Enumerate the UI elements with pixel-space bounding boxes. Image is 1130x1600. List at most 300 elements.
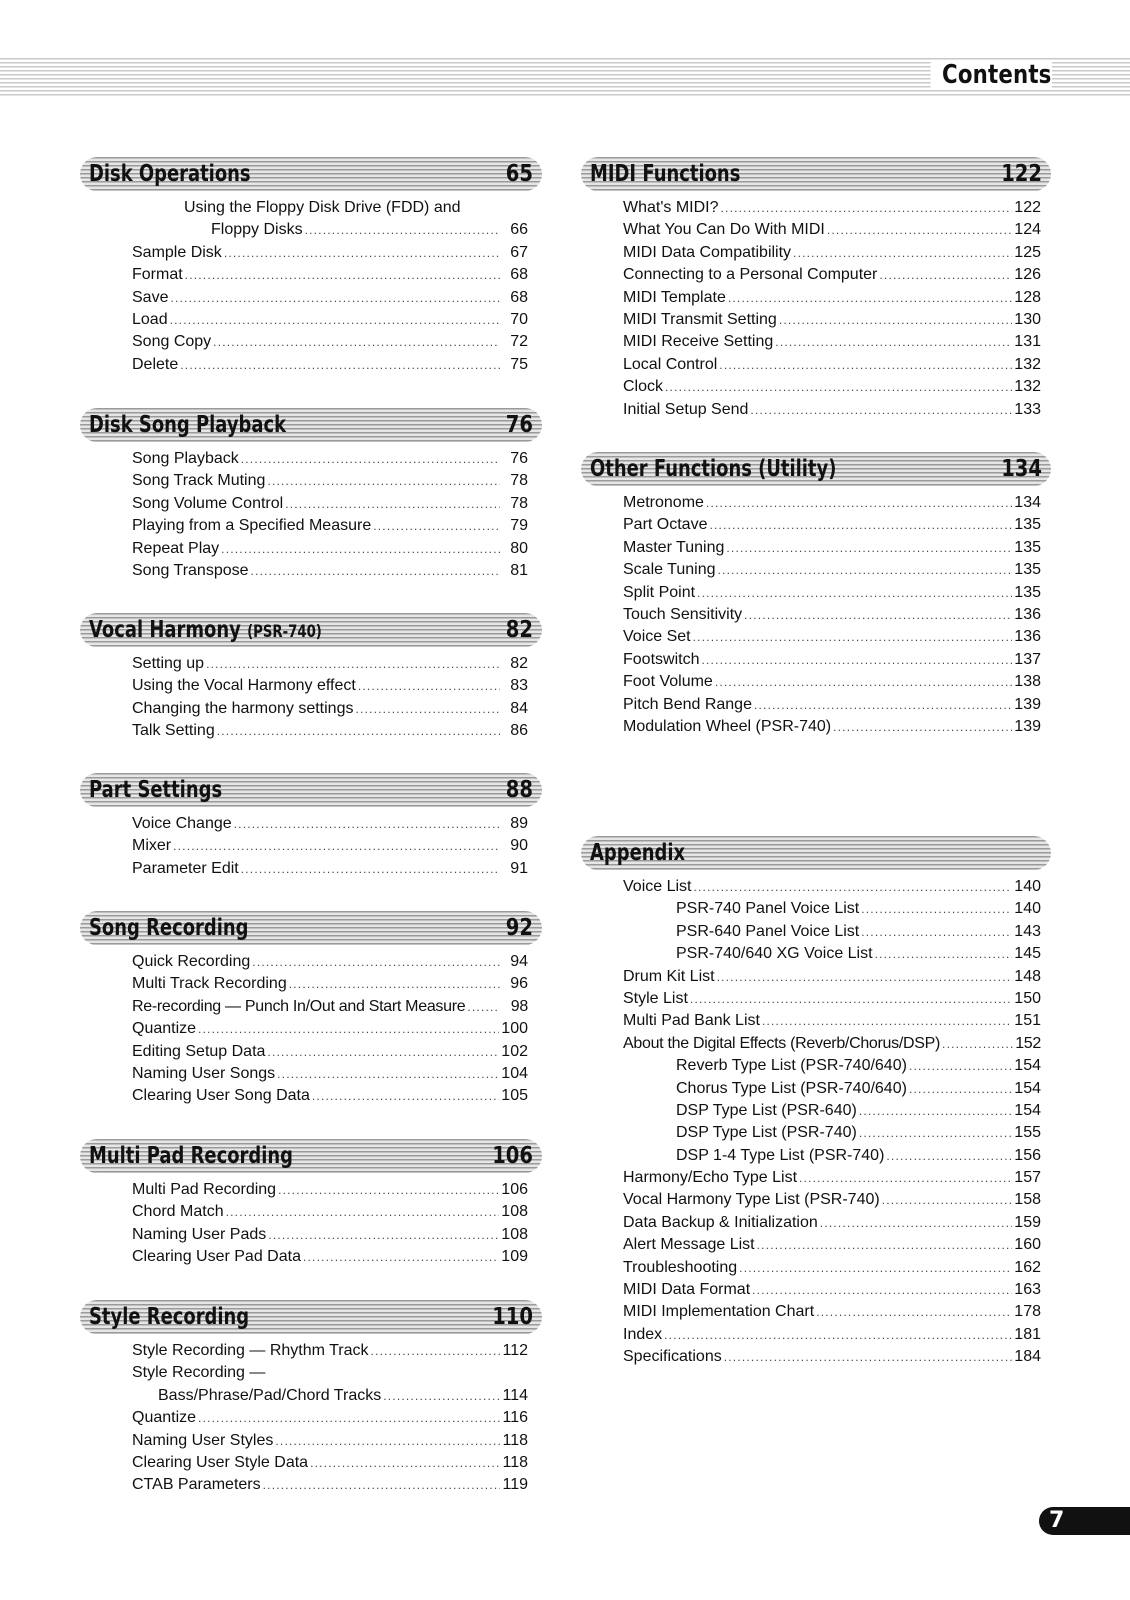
entry-label: Save xyxy=(132,288,169,306)
leader-dots xyxy=(312,1085,499,1107)
section-title: Disk Song Playback xyxy=(89,412,287,438)
section-header xyxy=(80,1139,542,1173)
leader-dots xyxy=(267,1041,499,1063)
entry-page: 72 xyxy=(510,333,528,351)
entry-page: 86 xyxy=(510,722,528,740)
section-title: Song Recording xyxy=(89,915,249,941)
leader-dots xyxy=(305,219,500,241)
toc-entry[interactable] xyxy=(80,813,542,835)
toc-entry[interactable] xyxy=(80,1018,542,1040)
leader-dots xyxy=(717,966,1013,988)
entry-label: Changing the harmony settings xyxy=(132,699,354,717)
entry-label: Drum Kit List xyxy=(623,967,715,985)
entry-page: 128 xyxy=(1014,288,1041,306)
toc-entry[interactable] xyxy=(80,1063,542,1085)
toc-entry[interactable] xyxy=(581,376,1051,398)
toc-entry[interactable] xyxy=(581,694,1051,716)
leader-dots xyxy=(875,943,1013,965)
toc-entry[interactable] xyxy=(80,1385,542,1407)
toc-entry[interactable] xyxy=(80,653,542,675)
section-header xyxy=(80,613,542,647)
entry-label: Alert Message List xyxy=(623,1236,755,1254)
section-multi-pad-recording xyxy=(80,1139,542,1269)
entry-list xyxy=(581,876,1051,1369)
toc-entry[interactable] xyxy=(80,493,542,515)
entry-page: 108 xyxy=(501,1225,528,1243)
leader-dots xyxy=(358,675,500,697)
entry-page: 81 xyxy=(510,561,528,579)
toc-entry[interactable] xyxy=(581,876,1051,898)
toc-entry[interactable] xyxy=(80,720,542,742)
entry-page: 104 xyxy=(501,1064,528,1082)
toc-entry[interactable] xyxy=(80,835,542,857)
leader-dots xyxy=(816,1301,1012,1323)
toc-entry[interactable] xyxy=(581,671,1051,693)
entry-page: 124 xyxy=(1014,221,1041,239)
entry-page: 151 xyxy=(1014,1012,1041,1030)
entry-label: Voice Set xyxy=(623,628,691,646)
entry-page: 108 xyxy=(501,1203,528,1221)
page-number-tab: 7 xyxy=(1039,1507,1130,1535)
toc-entry[interactable] xyxy=(80,515,542,537)
section-part-settings xyxy=(80,773,542,880)
toc-entry[interactable] xyxy=(581,1055,1051,1077)
entry-label: Song Volume Control xyxy=(132,494,284,512)
toc-entry[interactable] xyxy=(80,1041,542,1063)
entry-page: 118 xyxy=(502,1431,528,1449)
entry-page: 152 xyxy=(1015,1034,1041,1052)
leader-dots xyxy=(252,951,500,973)
toc-entry[interactable] xyxy=(581,537,1051,559)
leader-dots xyxy=(303,1246,499,1268)
entry-page: 159 xyxy=(1014,1213,1041,1231)
entry-label: Index xyxy=(623,1325,663,1343)
entry-label: Vocal Harmony Type List (PSR-740) xyxy=(623,1191,880,1209)
entry-page: 163 xyxy=(1014,1281,1041,1299)
toc-entry[interactable] xyxy=(581,988,1051,1010)
entry-label: Voice Change xyxy=(132,815,232,832)
leader-dots xyxy=(775,331,1012,353)
toc-entry[interactable] xyxy=(80,1179,542,1201)
entry-page: 154 xyxy=(1014,1079,1041,1097)
entry-list xyxy=(80,197,542,376)
toc-entry[interactable] xyxy=(581,197,1051,219)
toc-entry[interactable] xyxy=(80,973,542,995)
entry-label: Parameter Edit xyxy=(132,859,239,877)
section-vocal-harmony xyxy=(80,613,542,743)
entry-page: 100 xyxy=(501,1020,528,1038)
toc-entry[interactable] xyxy=(581,1145,1051,1167)
entry-page: 137 xyxy=(1014,650,1041,668)
leader-dots xyxy=(275,1430,500,1452)
leader-dots xyxy=(718,559,1013,581)
entry-label: Initial Setup Send xyxy=(623,400,749,418)
entry-label: MIDI Data Compatibility xyxy=(623,243,792,261)
leader-dots xyxy=(289,973,500,995)
toc-entry[interactable] xyxy=(581,1234,1051,1256)
toc-entry[interactable] xyxy=(80,470,542,492)
entry-page: 98 xyxy=(510,997,528,1015)
entry-page: 139 xyxy=(1014,717,1041,735)
section-title: MIDI Functions xyxy=(590,161,741,187)
entry-list xyxy=(80,653,542,743)
section-header xyxy=(581,452,1051,486)
leader-dots xyxy=(206,653,500,675)
entry-page: 132 xyxy=(1014,355,1041,373)
entry-page: 118 xyxy=(502,1453,528,1471)
entry-label: Sample Disk xyxy=(132,243,222,261)
entry-page: 136 xyxy=(1014,605,1041,623)
toc-entry[interactable] xyxy=(581,492,1051,514)
toc-entry[interactable] xyxy=(581,264,1051,286)
entry-label: MIDI Template xyxy=(623,288,726,306)
entry-page: 130 xyxy=(1014,310,1041,328)
entry-page: 114 xyxy=(502,1386,528,1404)
entry-label: Metronome xyxy=(623,494,704,511)
toc-entry[interactable] xyxy=(581,1279,1051,1301)
toc-entry[interactable] xyxy=(80,1452,542,1474)
toc-entry[interactable] xyxy=(581,219,1051,241)
section-page: 65 xyxy=(505,161,533,187)
toc-entry[interactable] xyxy=(80,1224,542,1246)
toc-entry[interactable] xyxy=(581,1346,1051,1368)
toc-entry[interactable] xyxy=(80,538,542,560)
toc-entry[interactable] xyxy=(581,1257,1051,1279)
leader-dots xyxy=(690,988,1012,1010)
entry-label: Naming User Pads xyxy=(132,1225,267,1243)
toc-entry[interactable] xyxy=(80,242,542,264)
entry-page: 156 xyxy=(1014,1146,1041,1164)
entry-label: Local Control xyxy=(623,355,718,373)
entry-page: 66 xyxy=(510,221,528,239)
toc-entry[interactable] xyxy=(581,287,1051,309)
entry-label: Master Tuning xyxy=(623,538,725,556)
leader-dots xyxy=(909,1055,1012,1077)
leader-dots xyxy=(793,242,1012,264)
leader-dots xyxy=(728,287,1012,309)
toc-entry[interactable] xyxy=(80,1201,542,1223)
toc-entry[interactable] xyxy=(581,354,1051,376)
section-header xyxy=(581,157,1051,191)
toc-entry[interactable] xyxy=(581,242,1051,264)
leader-dots xyxy=(310,1452,500,1474)
leader-dots xyxy=(198,1407,500,1429)
toc-entry[interactable] xyxy=(80,264,542,286)
entry-label: MIDI Data Format xyxy=(623,1281,751,1299)
entry-label: PSR-740/640 XG Voice List xyxy=(676,945,873,963)
toc-entry[interactable] xyxy=(80,1474,542,1496)
entry-page: 154 xyxy=(1014,1101,1041,1119)
entry-label: Touch Sensitivity xyxy=(623,605,743,623)
page-title: Contents xyxy=(931,60,1052,90)
entry-label: Editing Setup Data xyxy=(132,1042,266,1060)
entry-page: 116 xyxy=(502,1409,528,1427)
entry-page: 160 xyxy=(1014,1236,1041,1254)
toc-entry[interactable] xyxy=(581,649,1051,671)
toc-entry[interactable] xyxy=(80,1407,542,1429)
entry-page: 143 xyxy=(1014,922,1041,940)
entry-page: 75 xyxy=(510,355,528,373)
leader-dots xyxy=(221,538,500,560)
leader-dots xyxy=(693,626,1013,648)
toc-entry[interactable] xyxy=(581,604,1051,626)
leader-dots xyxy=(799,1167,1012,1189)
entry-page: 102 xyxy=(501,1042,528,1060)
entry-page: 135 xyxy=(1014,516,1041,534)
entry-page: 96 xyxy=(510,975,528,993)
toc-entry[interactable] xyxy=(80,1430,542,1452)
toc-entry[interactable] xyxy=(581,309,1051,331)
toc-entry[interactable] xyxy=(581,1078,1051,1100)
entry-page: 126 xyxy=(1014,266,1041,284)
leader-dots xyxy=(383,1385,500,1407)
section-header xyxy=(80,408,542,442)
leader-dots xyxy=(226,1201,500,1223)
entry-label: Clock xyxy=(623,378,664,396)
leader-dots xyxy=(709,514,1012,536)
leader-dots xyxy=(467,996,500,1018)
toc-entry[interactable] xyxy=(581,716,1051,738)
toc-entry[interactable] xyxy=(581,1212,1051,1234)
entry-list xyxy=(80,1340,542,1497)
entry-label: Naming User Styles xyxy=(132,1431,274,1449)
entry-label: MIDI Implementation Chart xyxy=(623,1303,815,1321)
entry-label: MIDI Transmit Setting xyxy=(623,310,777,328)
toc-entry[interactable] xyxy=(581,1100,1051,1122)
entry-label: Load xyxy=(132,310,168,328)
section-page: 92 xyxy=(505,915,533,941)
entry-label: Foot Volume xyxy=(623,673,713,691)
entry-label: Mixer xyxy=(132,837,172,855)
leader-dots xyxy=(706,492,1012,514)
leader-dots xyxy=(371,1340,500,1362)
leader-dots xyxy=(757,1234,1013,1256)
entry-label: Specifications xyxy=(623,1348,722,1366)
leader-dots xyxy=(859,1122,1012,1144)
section-page: 106 xyxy=(492,1143,533,1169)
entry-page: 181 xyxy=(1014,1325,1041,1343)
toc-entry[interactable] xyxy=(581,1301,1051,1323)
section-header xyxy=(80,911,542,945)
entry-label: Chorus Type List (PSR-740/640) xyxy=(676,1079,907,1097)
section-header xyxy=(80,157,542,191)
entry-label: Song Track Muting xyxy=(132,472,266,490)
leader-dots xyxy=(241,448,500,470)
leader-dots xyxy=(721,197,1013,219)
leader-dots xyxy=(861,921,1012,943)
leader-dots xyxy=(355,698,500,720)
toc-entry[interactable] xyxy=(80,219,542,241)
entry-label: Data Backup & Initialization xyxy=(623,1213,818,1231)
toc-entry[interactable] xyxy=(581,514,1051,536)
entry-intro-line: Using the Floppy Disk Drive (FDD) and xyxy=(184,199,461,216)
entry-label: Playing from a Specified Measure xyxy=(132,517,372,535)
leader-dots xyxy=(879,264,1012,286)
leader-dots xyxy=(861,898,1012,920)
entry-page: 119 xyxy=(502,1476,528,1494)
section-title xyxy=(89,616,322,646)
section-title: Part Settings xyxy=(89,777,223,803)
leader-dots xyxy=(665,376,1012,398)
toc-entry[interactable] xyxy=(80,560,542,582)
entry-list xyxy=(80,448,542,582)
leader-dots xyxy=(277,1063,499,1085)
entry-label: What You Can Do With MIDI xyxy=(623,221,825,239)
entry-label: Harmony/Echo Type List xyxy=(623,1169,798,1187)
entry-page: 68 xyxy=(510,266,528,284)
entry-label: Clearing User Pad Data xyxy=(132,1248,301,1266)
leader-dots xyxy=(217,720,500,742)
entry-list xyxy=(581,197,1051,421)
entry-label: Part Octave xyxy=(623,516,708,534)
entry-page: 105 xyxy=(501,1087,528,1105)
toc-entry[interactable] xyxy=(80,1340,542,1362)
entry-page: 145 xyxy=(1014,945,1041,963)
leader-dots xyxy=(267,470,500,492)
toc-entry[interactable] xyxy=(80,448,542,470)
toc-entry[interactable] xyxy=(80,858,542,880)
section-title: Appendix xyxy=(590,840,686,866)
entry-page: 135 xyxy=(1014,538,1041,556)
toc-entry[interactable] xyxy=(581,1033,1051,1055)
section-header xyxy=(80,1300,542,1334)
leader-dots xyxy=(820,1212,1013,1234)
section-page: 88 xyxy=(505,777,533,803)
leader-dots xyxy=(263,1474,500,1496)
leader-dots xyxy=(285,493,500,515)
leader-dots xyxy=(724,1346,1013,1368)
entry-page: 109 xyxy=(501,1248,528,1266)
entry-page: 80 xyxy=(510,539,528,557)
toc-entry[interactable] xyxy=(80,1085,542,1107)
leader-dots xyxy=(185,264,500,286)
section-title: Style Recording xyxy=(89,1304,250,1330)
entry-page: 154 xyxy=(1014,1057,1041,1075)
leader-dots xyxy=(739,1257,1012,1279)
entry-page: 162 xyxy=(1014,1258,1041,1276)
leader-dots xyxy=(726,537,1012,559)
entry-page: 155 xyxy=(1014,1124,1041,1142)
entry-list xyxy=(80,951,542,1108)
entry-label: Style List xyxy=(623,989,688,1007)
entry-page: 136 xyxy=(1014,628,1041,646)
entry-label: Modulation Wheel (PSR-740) xyxy=(623,717,832,735)
entry-label: Reverb Type List (PSR-740/640) xyxy=(676,1057,907,1075)
entry-label: Format xyxy=(132,266,183,284)
entry-label: Re-recording — Punch In/Out and Start Measure xyxy=(132,997,466,1015)
section-disk-song-playback xyxy=(80,408,542,582)
toc-entry[interactable] xyxy=(581,582,1051,604)
leader-dots xyxy=(942,1033,1013,1055)
entry-page: 67 xyxy=(510,243,528,261)
entry-page: 135 xyxy=(1014,561,1041,579)
toc-entry[interactable] xyxy=(581,943,1051,965)
toc-entry[interactable] xyxy=(581,559,1051,581)
toc-entry[interactable] xyxy=(80,309,542,331)
entry-page: 82 xyxy=(510,655,528,672)
toc-entry[interactable] xyxy=(80,951,542,973)
leader-dots xyxy=(701,649,1012,671)
entry-list xyxy=(80,813,542,880)
toc-entry[interactable] xyxy=(581,1324,1051,1346)
entry-label: CTAB Parameters xyxy=(132,1476,261,1494)
leader-dots xyxy=(833,716,1012,738)
entry-page: 68 xyxy=(510,288,528,306)
entry-label: Pitch Bend Range xyxy=(623,695,752,713)
entry-label: What's MIDI? xyxy=(623,199,719,216)
leader-dots xyxy=(241,858,500,880)
entry-list xyxy=(581,492,1051,738)
entry-label: Connecting to a Personal Computer xyxy=(623,266,878,284)
entry-label: Talk Setting xyxy=(132,722,215,740)
toc-entry[interactable] xyxy=(581,1167,1051,1189)
section-page: 82 xyxy=(505,617,533,643)
section-song-recording xyxy=(80,911,542,1108)
entry-page: 133 xyxy=(1014,400,1041,418)
section-title: Disk Operations xyxy=(89,161,251,187)
entry-list xyxy=(80,1179,542,1269)
leader-dots xyxy=(750,399,1012,421)
section-page: 122 xyxy=(1001,161,1042,187)
entry-page: 78 xyxy=(510,494,528,512)
toc-entry[interactable] xyxy=(581,331,1051,353)
toc-entry[interactable] xyxy=(80,331,542,353)
toc-entry[interactable] xyxy=(581,1010,1051,1032)
entry-page: 140 xyxy=(1014,900,1041,918)
leader-dots xyxy=(752,1279,1012,1301)
section-header xyxy=(581,836,1051,870)
entry-page: 106 xyxy=(501,1181,528,1198)
section-page: 76 xyxy=(505,412,533,438)
toc-entry[interactable] xyxy=(581,898,1051,920)
entry-label: PSR-740 Panel Voice List xyxy=(676,900,860,918)
toc-entry[interactable] xyxy=(581,1122,1051,1144)
entry-label: Style Recording — Rhythm Track xyxy=(132,1342,369,1359)
entry-label: Quantize xyxy=(132,1020,197,1038)
section-appendix xyxy=(581,836,1051,1369)
leader-dots xyxy=(715,671,1012,693)
section-title-text: Vocal Harmony xyxy=(89,617,241,643)
entry-page: 125 xyxy=(1014,243,1041,261)
toc-entry[interactable] xyxy=(80,354,542,376)
toc-entry[interactable] xyxy=(581,921,1051,943)
entry-label: Scale Tuning xyxy=(623,561,716,579)
entry-label: Split Point xyxy=(623,583,696,601)
leader-dots xyxy=(268,1224,499,1246)
entry-label: Multi Pad Bank List xyxy=(623,1012,760,1030)
entry-page: 140 xyxy=(1014,878,1041,895)
toc-entry[interactable] xyxy=(80,698,542,720)
entry-label: Multi Track Recording xyxy=(132,975,287,993)
toc-entry[interactable] xyxy=(581,966,1051,988)
toc-entry[interactable] xyxy=(581,626,1051,648)
leader-dots xyxy=(170,309,500,331)
section-other-functions xyxy=(581,452,1051,738)
entry-label: Clearing User Song Data xyxy=(132,1087,310,1105)
toc-entry[interactable] xyxy=(80,287,542,309)
entry-page: 139 xyxy=(1014,695,1041,713)
toc-entry[interactable] xyxy=(80,675,542,697)
leader-dots xyxy=(170,287,500,309)
leader-dots xyxy=(882,1189,1013,1211)
entry-label: Chord Match xyxy=(132,1203,224,1221)
toc-entry[interactable] xyxy=(581,399,1051,421)
section-subtitle: (PSR-740) xyxy=(247,622,322,642)
toc-entry[interactable] xyxy=(80,996,542,1018)
entry-label: MIDI Receive Setting xyxy=(623,333,774,351)
toc-entry[interactable] xyxy=(80,1246,542,1268)
toc-entry[interactable] xyxy=(581,1189,1051,1211)
